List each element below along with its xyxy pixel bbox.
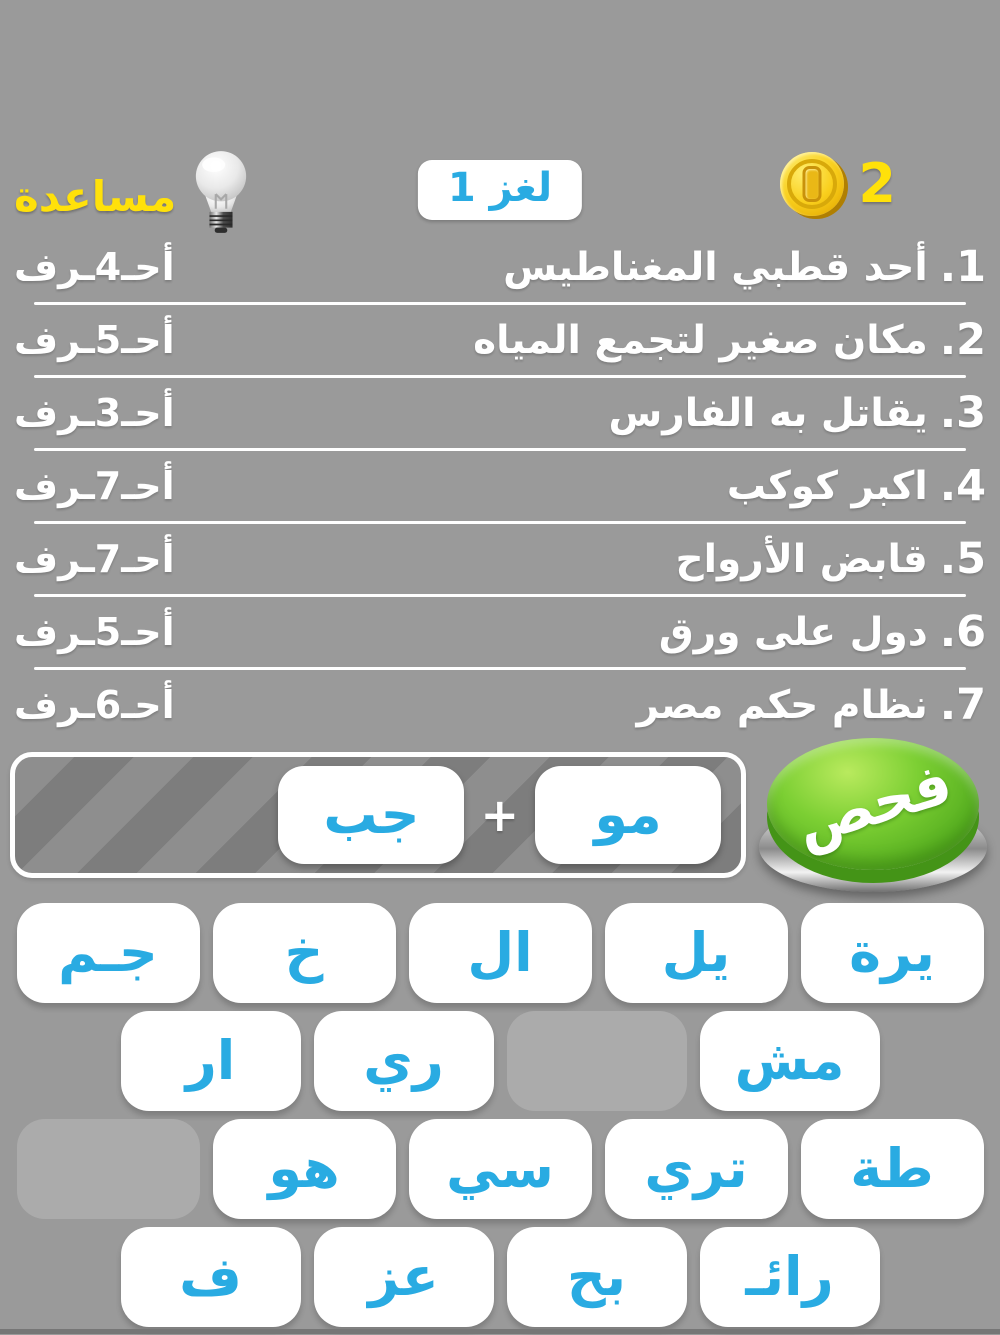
letter-tile-label: ال	[467, 921, 533, 984]
letter-tile[interactable]	[17, 903, 200, 1003]
letter-tile-used	[507, 1011, 687, 1111]
letter-tile-label: يل	[661, 921, 731, 984]
top-bar	[0, 140, 1000, 235]
clue-text: مكان صغير لتجمع المياه	[473, 317, 928, 363]
clue-number: 2.	[939, 315, 986, 365]
letter-tile[interactable]	[314, 1011, 494, 1111]
clue-number: 3.	[939, 388, 986, 438]
puzzle-number-label: لغز 1	[447, 165, 553, 211]
letter-tile-label: هو	[268, 1137, 340, 1200]
clue-block-5	[0, 524, 1000, 597]
letter-tile-used	[17, 1119, 200, 1219]
clue-letter-count: أحـ4ـرف	[14, 245, 175, 289]
clue-letter-count: أحـ3ـرف	[14, 391, 175, 435]
letter-tile-label: خ	[284, 921, 324, 984]
clue-letter-count: أحـ5ـرف	[14, 318, 175, 362]
letter-tile-label: يرة	[849, 921, 935, 984]
letter-tile[interactable]	[409, 1119, 592, 1219]
clue-row	[0, 378, 1000, 448]
clue-row	[0, 451, 1000, 521]
clue-block-3	[0, 378, 1000, 451]
clues-list	[0, 232, 1000, 740]
help-label: مساعدة	[14, 172, 177, 221]
letter-tile-label: رائـ	[745, 1245, 834, 1308]
letter-tile[interactable]	[121, 1011, 301, 1111]
letter-tile[interactable]	[121, 1227, 301, 1327]
letter-tile[interactable]	[213, 1119, 396, 1219]
letter-tile[interactable]	[801, 1119, 984, 1219]
letter-tile-label: عز	[368, 1245, 439, 1308]
clue-letter-count: أحـ6ـرف	[14, 683, 175, 727]
letter-tile[interactable]	[605, 1119, 788, 1219]
clue-main	[659, 607, 986, 657]
clue-number: 7.	[939, 680, 986, 730]
clue-row	[0, 524, 1000, 594]
puzzle-number-badge	[418, 160, 582, 220]
clue-block-6	[0, 597, 1000, 670]
clue-text: نظام حكم مصر	[636, 682, 928, 728]
clue-row	[0, 597, 1000, 667]
clue-letter-count: أحـ5ـرف	[14, 610, 175, 654]
letter-tile-label: ار	[185, 1029, 236, 1092]
clue-number: 4.	[939, 461, 986, 511]
clue-block-1	[0, 232, 1000, 305]
check-button-label: فحص	[787, 748, 959, 860]
clue-block-7	[0, 670, 1000, 740]
answer-tile-label: جب	[323, 783, 420, 846]
letter-tile-label: سي	[446, 1137, 554, 1200]
clue-main	[608, 388, 986, 438]
clue-main	[676, 534, 986, 584]
keyboard-row-1	[0, 903, 1000, 1003]
clue-main	[473, 315, 986, 365]
letter-tile-label: ف	[179, 1245, 242, 1308]
letter-tile-label: تري	[644, 1137, 748, 1200]
clue-letter-count: أحـ7ـرف	[14, 464, 175, 508]
keyboard-row-4	[0, 1227, 1000, 1327]
letter-tile[interactable]	[700, 1227, 880, 1327]
clue-number: 1.	[939, 242, 986, 292]
clue-number: 6.	[939, 607, 986, 657]
keyboard-row-3	[0, 1119, 1000, 1219]
letter-tile[interactable]	[700, 1011, 880, 1111]
clue-row	[0, 305, 1000, 375]
letter-tile[interactable]	[507, 1227, 687, 1327]
clue-main	[637, 680, 987, 730]
letter-tile-label: مش	[734, 1029, 845, 1092]
letter-tile-label: طة	[850, 1137, 934, 1200]
clue-text: دول على ورق	[658, 609, 928, 655]
answer-bar	[0, 750, 1000, 890]
coin-counter	[780, 152, 896, 216]
answer-tray	[10, 752, 746, 878]
clue-block-2	[0, 305, 1000, 378]
clue-number: 5.	[939, 534, 986, 584]
letter-tile[interactable]	[605, 903, 788, 1003]
clue-block-4	[0, 451, 1000, 524]
letter-tile-label: بح	[566, 1245, 627, 1308]
letter-tile[interactable]	[801, 903, 984, 1003]
clue-row	[0, 670, 1000, 740]
answer-tile-label: مو	[594, 783, 662, 846]
coin-icon	[780, 152, 844, 216]
letter-tile[interactable]	[314, 1227, 494, 1327]
answer-tile[interactable]	[278, 766, 464, 864]
clue-main	[503, 242, 986, 292]
clue-letter-count: أحـ7ـرف	[14, 537, 175, 581]
clue-text: أحد قطبي المغناطيس	[503, 244, 928, 290]
letter-tile[interactable]	[409, 903, 592, 1003]
letter-tile-label: ري	[363, 1029, 444, 1092]
answer-tile[interactable]	[535, 766, 721, 864]
clue-text: اكبر كوكب	[726, 463, 928, 509]
letter-tile-label: جـم	[58, 921, 158, 984]
lightbulb-icon	[182, 148, 260, 236]
plus-sign: +	[480, 788, 519, 842]
clue-text: يقاتل به الفارس	[608, 390, 928, 436]
letter-keyboard	[0, 903, 1000, 1335]
clue-main	[727, 461, 986, 511]
help-button[interactable]	[14, 158, 260, 236]
coin-count: 2	[858, 152, 896, 215]
check-button-top	[767, 738, 979, 870]
clue-row	[0, 232, 1000, 302]
letter-tile[interactable]	[213, 903, 396, 1003]
check-button[interactable]	[756, 738, 992, 896]
keyboard-row-2	[0, 1011, 1000, 1111]
bottom-edge-strip	[0, 1329, 1000, 1334]
clue-text: قابض الأرواح	[675, 536, 928, 582]
